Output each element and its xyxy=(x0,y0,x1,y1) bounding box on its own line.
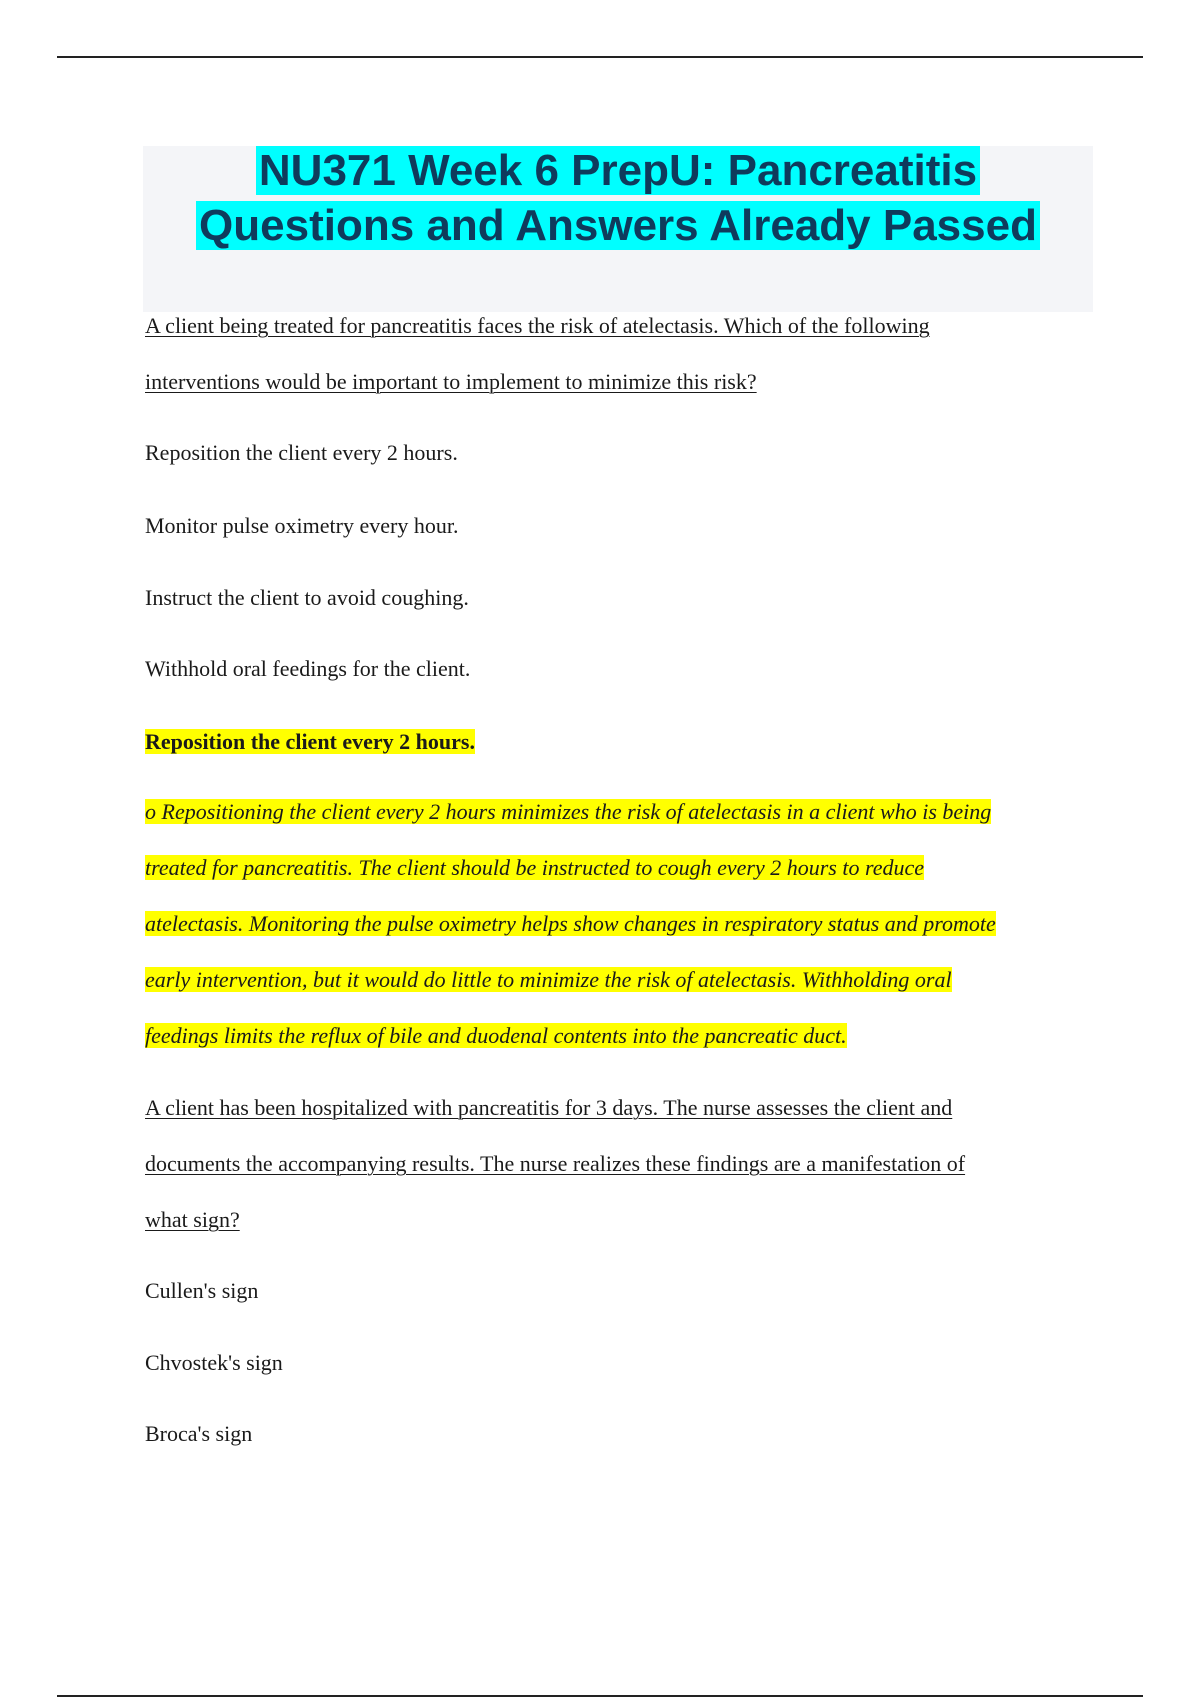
top-rule xyxy=(57,56,1143,58)
question-1-rationale xyxy=(145,784,1085,1064)
question-1-answer xyxy=(145,727,475,757)
question-1-rationale-text: o Repositioning the client every 2 hours minimizes the risk of atelectasis in a client who is being treated for pancreatitis. The client should be instructed to cough every 2 hours to reduce atelectasis. Monitoring the pulse oximetry helps show changes in respiratory status and promote early intervention, but it would do little to minimize the risk of atelectasis. Withholding oral feedings limits the reflux of bile and duodenal contents into the pancreatic duct. xyxy=(145,799,996,1048)
question-1-option-1: Reposition the client every 2 hours. xyxy=(145,440,458,465)
question-1-option-2: Monitor pulse oximetry every hour. xyxy=(145,513,459,538)
title-line-1: NU371 Week 6 PrepU: Pancreatitis xyxy=(256,146,980,195)
question-1-option-3: Instruct the client to avoid coughing. xyxy=(145,585,469,610)
question-1-option-4: Withhold oral feedings for the client. xyxy=(145,656,471,681)
question-1-text: A client being treated for pancreatitis faces the risk of atelectasis. Which of the following interventions would be important to implement to minimize this risk? xyxy=(145,313,930,394)
question-1-answer-text: Reposition the client every 2 hours. xyxy=(145,729,475,754)
title-line-2: Questions and Answers Already Passed xyxy=(196,201,1040,250)
document-title xyxy=(143,143,1093,253)
question-2-option-3: Broca's sign xyxy=(145,1421,253,1446)
bottom-rule xyxy=(57,1695,1143,1697)
question-2-text: A client has been hospitalized with pancreatitis for 3 days. The nurse assesses the client and documents the accompanying results. The nurse realizes these findings are a manifestation of what sign? xyxy=(145,1095,966,1232)
question-2-option-2: Chvostek's sign xyxy=(145,1350,283,1375)
question-2-option-1: Cullen's sign xyxy=(145,1278,259,1303)
